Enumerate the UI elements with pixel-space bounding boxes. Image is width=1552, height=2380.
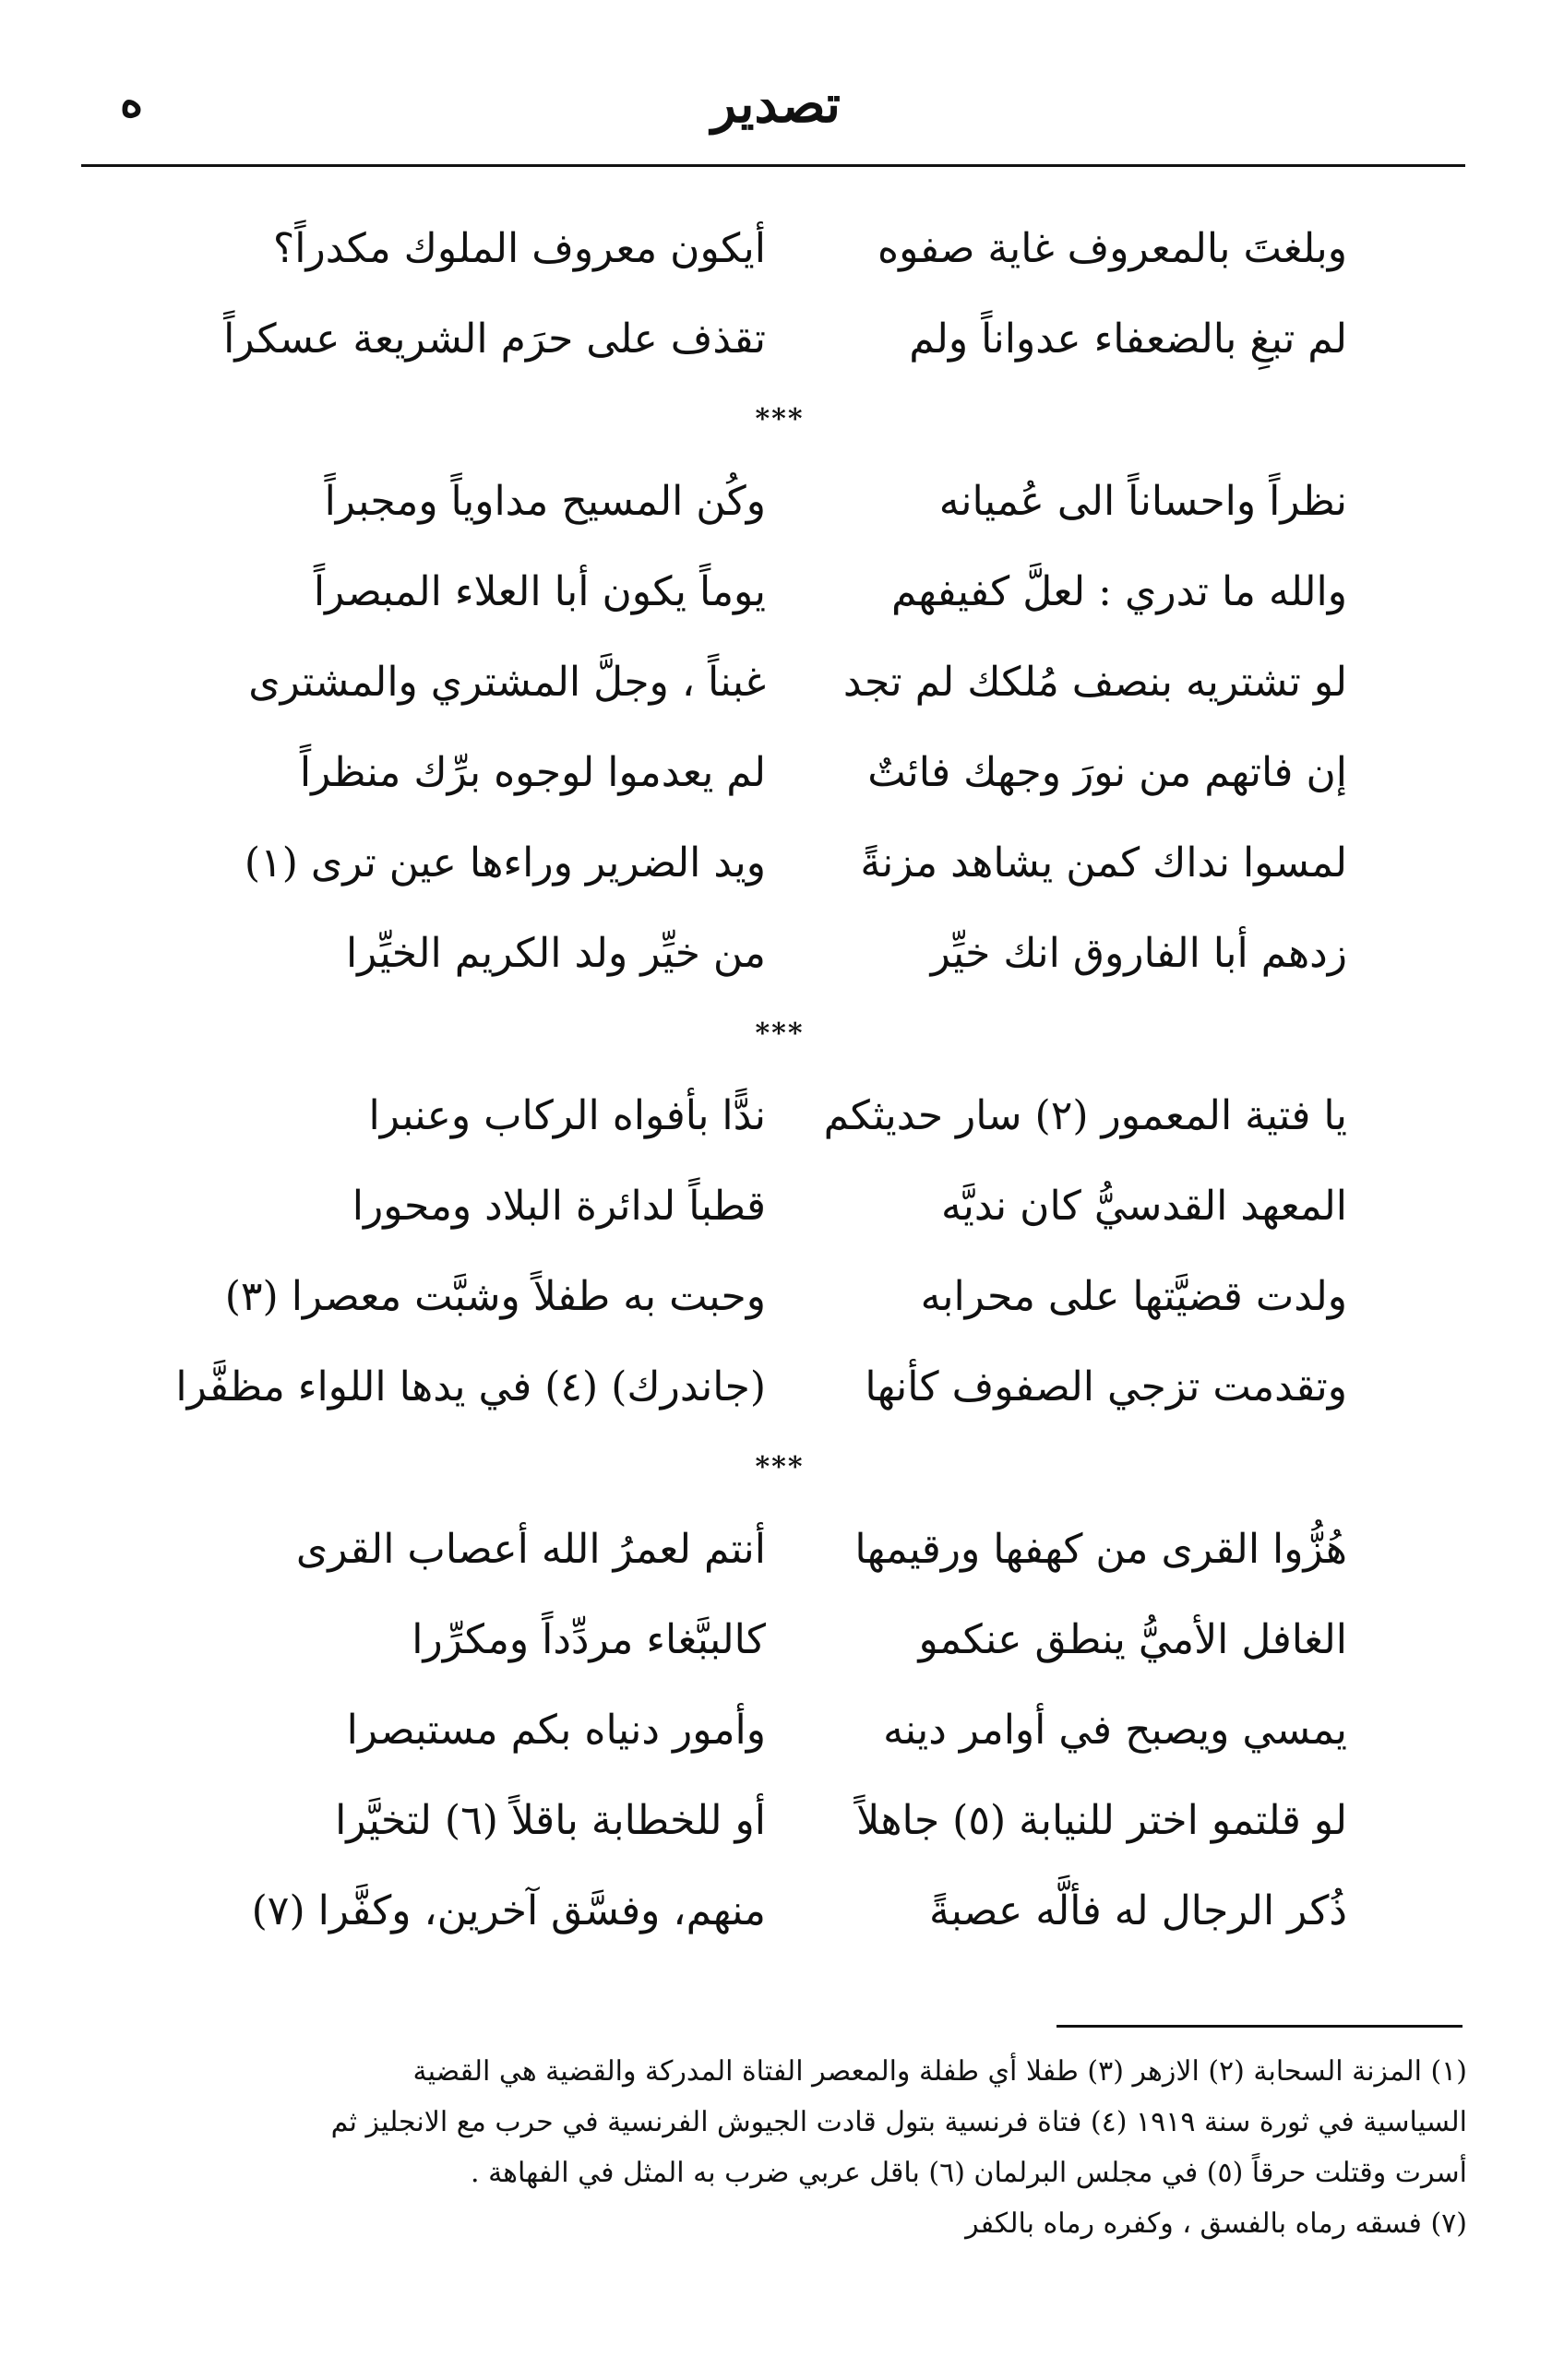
verse-second-hemistich: وحبت به طفلاً وشبَّت معصرا (٣) [224,1272,766,1320]
verse [212,203,1347,293]
verse-second-hemistich: وكُن المسيح مداوياً ومجبراً [324,477,766,525]
verse-first-hemistich: زدهم أبا الفاروق انك خيِّر [930,929,1347,977]
verse-second-hemistich: أو للخطابة باقلاً (٦) لتخيَّرا [335,1796,766,1844]
verse [212,1160,1347,1251]
verse [212,1070,1347,1160]
verse-first-hemistich: ذُكر الرجال له فألَّه عصبةً [929,1886,1347,1934]
stanza-separator: *** [755,1017,805,1050]
verse-second-hemistich: ويد الضرير وراءها عين ترى (١) [244,839,766,887]
verse [212,1775,1347,1865]
verse-first-hemistich: لم تبغِ بالضعفاء عدواناً ولم [909,315,1347,363]
verse-second-hemistich: (جاندرك) (٤) في يدها اللواء مظفَّرا [175,1363,766,1410]
verse [212,908,1347,998]
verse [212,1865,1347,1956]
verse-second-hemistich: من خيِّر ولد الكريم الخيِّرا [345,929,766,977]
verse-first-hemistich: يا فتية المعمور (٢) سار حديثكم [823,1091,1347,1139]
verse-first-hemistich: المعهد القدسيُّ كان نديَّه [941,1182,1347,1230]
header-rule [81,164,1465,167]
verse-second-hemistich: تقذف على حرَم الشريعة عسكراً [223,315,766,363]
stanza-separator: *** [755,403,805,435]
verse-second-hemistich: لم يعدموا لوجوه برِّك منظراً [299,748,766,796]
verse-second-hemistich: كالببَّغاء مردِّداً ومكرِّرا [412,1615,766,1663]
verse [212,1251,1347,1341]
verse [212,817,1347,908]
verse-first-hemistich: الغافل الأميُّ ينطق عنكمو [918,1615,1347,1663]
poem-body [175,203,1347,1956]
footnote-line: أسرت وقتلت حرقاً (٥) في مجلس البرلمان (٦) باقل عربي ضرب به المثل في الفهاهة . [471,2157,1467,2189]
footnote-rule [1057,2025,1462,2028]
footnote-line: (٧) فسقه رماه بالفسق ، وكفره رماه بالكفر [965,2207,1467,2240]
page-header [0,55,1552,148]
verse-second-hemistich: منهم، وفسَّق آخرين، وكفَّرا (٧) [251,1886,766,1934]
verse [212,293,1347,384]
verse-first-hemistich: وتقدمت تزجي الصفوف كأنها [865,1363,1347,1410]
verse [212,1504,1347,1594]
verse-second-hemistich: أنتم لعمرُ الله أعصاب القرى [295,1525,766,1573]
verse-second-hemistich: غبناً ، وجلَّ المشتري والمشترى [248,658,766,706]
verse-first-hemistich: لو تشتريه بنصف مُلكك لم تجد [842,658,1347,706]
verse-second-hemistich: أيكون معروف الملوك مكدراً؟ [272,224,766,272]
verse-second-hemistich: قطباً لدائرة البلاد ومحورا [352,1182,766,1230]
verse-first-hemistich: يمسي ويصبح في أوامر دينه [883,1706,1347,1754]
verse-first-hemistich: وبلغتَ بالمعروف غاية صفوه [877,224,1347,272]
stanza-separator: *** [755,1451,805,1483]
verse-first-hemistich: لمسوا نداك كمن يشاهد مزنةً [860,839,1347,887]
verse [212,637,1347,727]
stanza [175,1070,1347,1432]
verse-first-hemistich: هُزُّوا القرى من كهفها ورقيمها [854,1525,1347,1573]
footnote-line: (١) المزنة السحابة (٢) الازهر (٣) طفلا أي طفلة والمعصر الفتاة المدركة والقضية هي القضية [412,2055,1467,2088]
verse-second-hemistich: يوماً يكون أبا العلاء المبصراً [313,567,766,615]
verse [212,456,1347,546]
page-number: ه [120,76,144,127]
verse [212,1594,1347,1684]
verse-first-hemistich: إن فاتهم من نورَ وجهك فائتٌ [867,748,1347,796]
verse-second-hemistich: ندًّا بأفواه الركاب وعنبرا [368,1091,766,1139]
verse-first-hemistich: والله ما تدري : لعلَّ كفيفهم [890,567,1347,615]
verse-first-hemistich: لو قلتمو اختر للنيابة (٥) جاهلاً [856,1796,1347,1844]
footnote-line: السياسية في ثورة سنة ١٩١٩ (٤) فتاة فرنسية بتول قادت الجيوش الفرنسية في حرب مع الانجليز ثم [330,2106,1467,2138]
stanza [212,203,1347,384]
verse [212,1684,1347,1775]
page-title: تصدير [710,74,842,135]
verse [212,546,1347,637]
stanza [212,456,1347,998]
verse-first-hemistich: نظراً واحساناً الى عُميانه [938,477,1347,525]
stanza [212,1504,1347,1956]
footnotes [78,2046,1467,2249]
verse [212,727,1347,817]
verse-first-hemistich: ولدت قضيَّتها على محرابه [920,1272,1347,1320]
verse-second-hemistich: وأمور دنياه بكم مستبصرا [346,1706,766,1754]
verse [175,1341,1347,1432]
